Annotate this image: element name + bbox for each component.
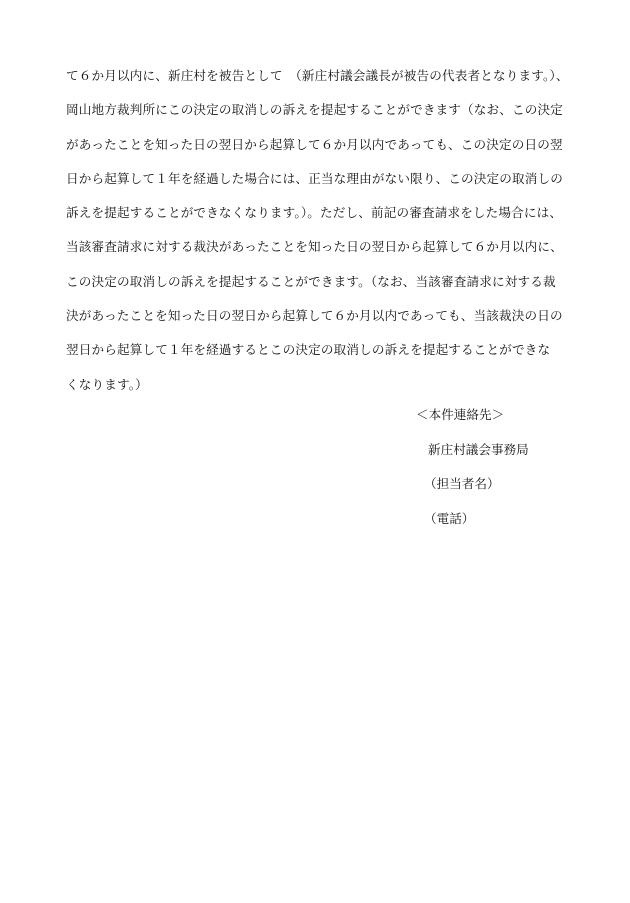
contact-phone: （電話） <box>424 510 475 526</box>
paragraph-line-9: 翌日から起算して１年を経過するとこの決定の取消しの訴えを提起することができな <box>66 342 551 358</box>
contact-block <box>416 406 596 544</box>
paragraph-line-2: 岡山地方裁判所にこの決定の取消しの訴えを提起することができます（なお、この決定 <box>66 102 564 118</box>
paragraph-line-10: くなります。） <box>66 376 148 392</box>
contact-office: 新庄村議会事務局 <box>428 441 529 457</box>
contact-person: （担当者名） <box>424 476 500 491</box>
notice-paragraph <box>66 66 586 409</box>
paragraph-line-4: 日から起算して１年を経過した場合には、正当な理由がない限り、この決定の取消しの <box>66 170 564 186</box>
paragraph-line-1: て６か月以内に、新庄村を被告として （新庄村議会議長が被告の代表者となります。）、 <box>66 68 569 83</box>
contact-heading: ＜本件連絡先＞ <box>416 407 505 422</box>
paragraph-line-6: 当該審査請求に対する裁決があったことを知った日の翌日から起算して６か月以内に、 <box>66 239 563 255</box>
paragraph-line-3: があったことを知った日の翌日から起算して６か月以内であっても、この決定の日の翌 <box>66 136 563 152</box>
paragraph-line-5: 訴えを提起することができなくなります。）。ただし、前記の審査請求をした場合には、 <box>66 205 563 221</box>
paragraph-line-8: 決があったことを知った日の翌日から起算して６か月以内であっても、当該裁決の日の <box>66 308 563 324</box>
paragraph-line-7: この決定の取消しの訴えを提起することができます。（なお、当該審査請求に対する裁 <box>66 273 556 289</box>
